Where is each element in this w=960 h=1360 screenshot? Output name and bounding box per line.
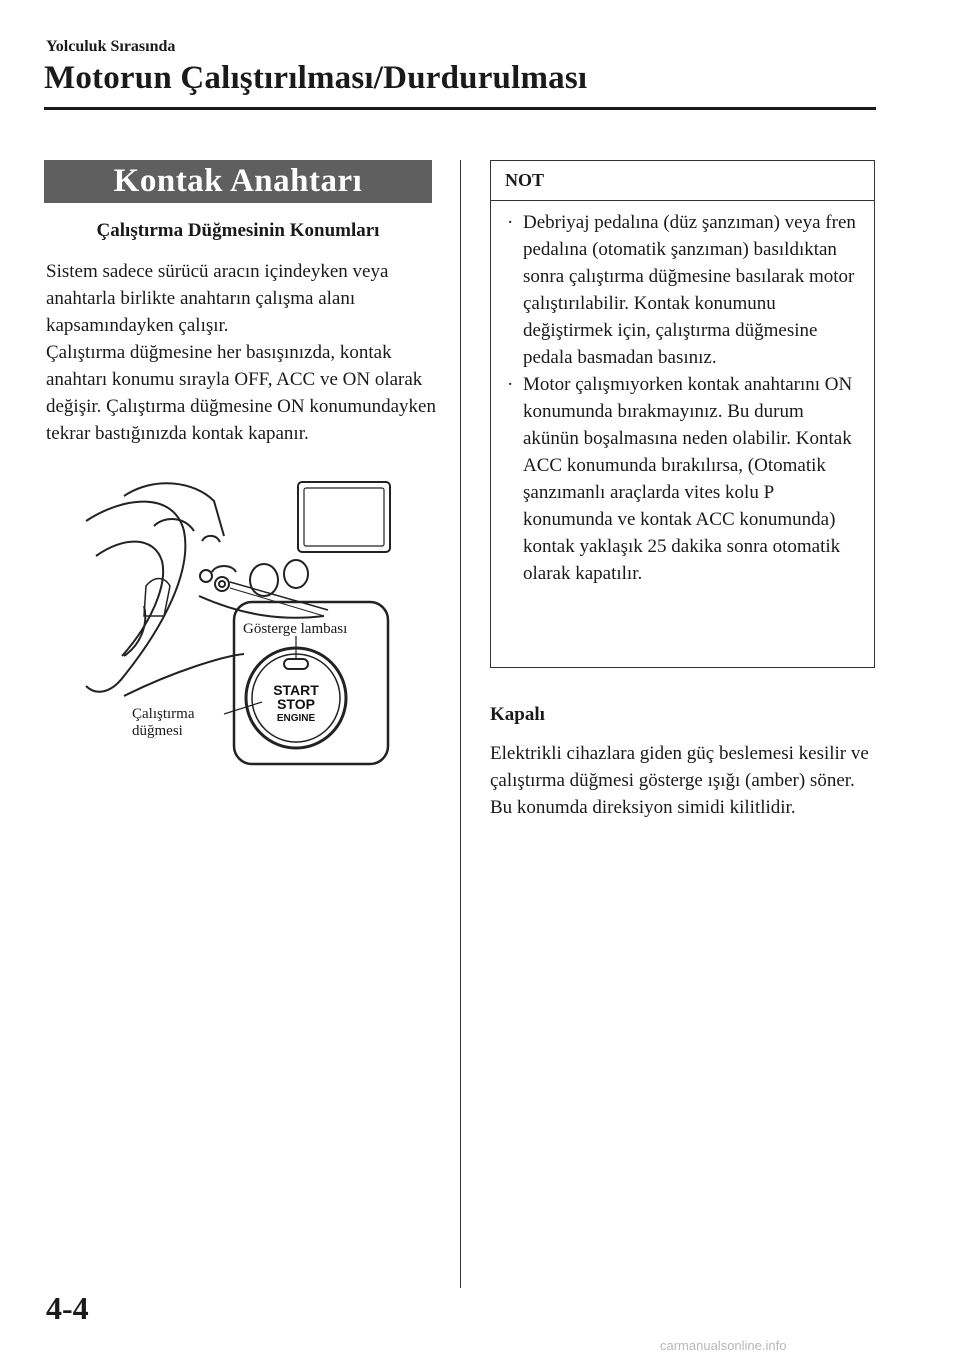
title-rule [44,107,876,110]
section-body [46,258,446,447]
leader-line-inset [230,582,328,610]
center-display [298,482,390,552]
section-subheading: Çalıştırma Düğmesinin Konumları [96,220,380,241]
leader-line-button [224,702,262,714]
page-title: Motorun Çalıştırılması/Durdurulması [44,60,588,96]
body-paragraph-1: Sistem sadece sürücü aracın içindeyken veya anahtarla birlikte anahtarın çalışma alanı kapsamındayken çalışır. [46,261,389,336]
steering-wheel-rim [86,502,185,692]
note-item-text: Motor çalışmıyorken kontak anahtarını ON konumunda bırakmayınız. Bu durum akünün boşalmasına neden olabilir. Kontak ACC konumunda bırakılırsa, (Otomatik şanzımanlı araçlarda vites kolu P konumunda ve kontak ACC konumunda) kontak yaklaşık 25 dakika sonra otomatik olarak kapatılır. [523,374,853,584]
body-paragraph-2: Çalıştırma düğmesine her basışınızda, kontak anahtarı konumu sırayla OFF, ACC ve ON olarak değişir. Çalıştırma düğmesine ON konumundayken tekrar bastığınızda kontak kapanır. [46,342,436,444]
kapali-heading: Kapalı [490,704,545,725]
figure-label-lamp: Gösterge lambası [243,621,348,637]
note-box [490,160,875,668]
figure-label-button-line1: Çalıştırma [132,706,195,722]
cluster-hood [124,483,224,536]
note-heading: NOT [491,161,874,201]
kapali-paragraph-1: Elektrikli cihazlara giden güç beslemesi kesilir ve çalıştırma düğmesi gösterge ışığı (amber) söner. [490,743,869,791]
dash-start-button [215,577,229,591]
bullet-glyph: · [507,374,514,395]
figure-label-button [132,706,195,740]
kapali-body [490,740,890,821]
bullet-glyph: · [507,212,514,233]
button-text-engine: ENGINE [276,713,316,724]
dashboard-line-upper [199,596,324,618]
kapali-paragraph-2: Bu konumda direksiyon simidi kilitlidir. [490,797,796,818]
note-list [491,201,874,587]
cluster-gauges [154,519,220,542]
note-item [491,371,874,587]
watermark: carmanualsonline.info [660,1338,787,1353]
column-divider [460,160,461,1288]
section-banner: Kontak Anahtarı [44,160,432,203]
indicator-lamp [284,659,308,669]
dashboard-line-lower [124,654,244,696]
start-button-illustration [84,476,394,768]
button-text-start: START [273,682,319,698]
button-text-stop: STOP [277,696,315,712]
note-item [491,209,874,371]
page-number: 4-4 [46,1290,89,1326]
figure-label-button-line2: düğmesi [132,723,183,739]
note-item-text: Debriyaj pedalına (düz şanzıman) veya fren pedalına (otomatik şanzıman) basıldıktan sonra çalıştırma düğmesine basılarak motor çalıştırılabilir. Kontak konumunu değiştirmek için, çalıştırma düğmesine pedala basmadan basınız. [523,212,856,368]
steering-wheel-inner [96,542,163,656]
breadcrumb: Yolculuk Sırasında [46,38,176,55]
